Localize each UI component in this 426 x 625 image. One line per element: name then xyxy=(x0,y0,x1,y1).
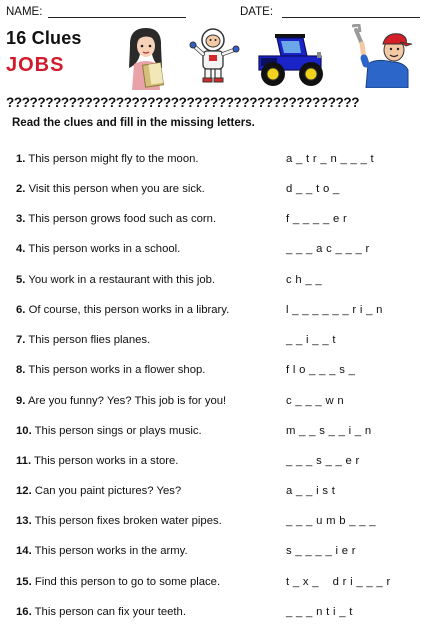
answer-10[interactable]: m _ _ s _ _ i _ n xyxy=(286,425,372,437)
clue-15 xyxy=(16,576,220,588)
clue-text: Can you paint pictures? Yes? xyxy=(34,485,182,497)
clue-number: 2. xyxy=(16,183,26,195)
answer-4[interactable]: _ _ _ a c _ _ _ r xyxy=(286,243,370,255)
clue-2 xyxy=(16,183,205,195)
clue-text: This person sings or plays music. xyxy=(34,425,202,437)
clue-text: This person can fix your teeth. xyxy=(34,606,186,618)
clue-3 xyxy=(16,213,216,225)
clue-number: 3. xyxy=(16,213,26,225)
clue-number: 11. xyxy=(16,455,32,467)
clue-number: 15. xyxy=(16,576,32,588)
decorative-divider: ????????????????????????????????????????????? xyxy=(6,95,360,110)
clue-number: 10. xyxy=(16,425,32,437)
clue-text: This person works in a flower shop. xyxy=(28,364,206,376)
clue-text: This person grows food such as corn. xyxy=(28,213,217,225)
answer-11[interactable]: _ _ _ s _ _ e r xyxy=(286,455,360,467)
worksheet-topic: JOBS xyxy=(6,54,65,76)
clue-6 xyxy=(16,304,229,316)
clue-5 xyxy=(16,274,215,286)
clue-text: This person works in a store. xyxy=(34,455,179,467)
clue-14 xyxy=(16,545,188,557)
answer-6[interactable]: l _ _ _ _ _ _ r i _ n xyxy=(286,304,383,316)
clue-text: You work in a restaurant with this job. xyxy=(28,274,216,286)
clue-number: 5. xyxy=(16,274,26,286)
clue-text: Are you funny? Yes? This job is for you! xyxy=(27,395,227,407)
answer-13[interactable]: _ _ _ u m b _ _ _ xyxy=(286,515,376,527)
clue-number: 13. xyxy=(16,515,32,527)
answer-1[interactable]: a _ t r _ n _ _ _ t xyxy=(286,153,374,165)
clue-7 xyxy=(16,334,150,346)
clue-11 xyxy=(16,455,178,467)
clue-number: 14. xyxy=(16,545,32,557)
clue-text: This person works in a school. xyxy=(28,243,181,255)
worksheet-title: 16 Clues xyxy=(6,28,82,48)
clue-number: 7. xyxy=(16,334,26,346)
answer-2[interactable]: d _ _ t o _ xyxy=(286,183,340,195)
answer-8[interactable]: f l o _ _ _ s _ xyxy=(286,364,356,376)
clue-number: 1. xyxy=(16,153,26,165)
clue-number: 6. xyxy=(16,304,26,316)
clue-1 xyxy=(16,153,199,165)
clue-9 xyxy=(16,395,226,407)
clue-4 xyxy=(16,243,180,255)
astronaut-icon xyxy=(186,24,244,84)
answer-16[interactable]: _ _ _ n t i _ t xyxy=(286,606,353,618)
answer-5[interactable]: c h _ _ xyxy=(286,274,323,286)
name-label: NAME: xyxy=(6,6,43,18)
tractor-icon xyxy=(251,30,331,88)
answer-12[interactable]: a _ _ i s t xyxy=(286,485,336,497)
answer-9[interactable]: c _ _ _ w n xyxy=(286,395,344,407)
answer-3[interactable]: f _ _ _ _ e r xyxy=(286,213,348,225)
instructions: Read the clues and fill in the missing letters. xyxy=(12,117,255,129)
clue-text: This person fixes broken water pipes. xyxy=(34,515,222,527)
clue-12 xyxy=(16,485,181,497)
mechanic-icon xyxy=(352,24,418,88)
clue-number: 12. xyxy=(16,485,32,497)
answer-14[interactable]: s _ _ _ _ i e r xyxy=(286,545,356,557)
clue-text: Find this person to go to some place. xyxy=(34,576,221,588)
clue-number: 9. xyxy=(16,395,26,407)
clue-number: 4. xyxy=(16,243,26,255)
clue-10 xyxy=(16,425,202,437)
clue-number: 16. xyxy=(16,606,32,618)
clue-text: This person might fly to the moon. xyxy=(28,153,199,165)
clue-text: This person flies planes. xyxy=(28,334,151,346)
date-field[interactable] xyxy=(282,17,420,18)
clue-text: This person works in the army. xyxy=(34,545,188,557)
clue-8 xyxy=(16,364,205,376)
clue-text: Visit this person when you are sick. xyxy=(28,183,205,195)
clue-13 xyxy=(16,515,222,527)
answer-7[interactable]: _ _ i _ _ t xyxy=(286,334,336,346)
answer-15[interactable]: t _ x _ d r i _ _ _ r xyxy=(286,576,391,588)
clue-number: 8. xyxy=(16,364,26,376)
name-field[interactable] xyxy=(48,17,186,18)
clue-16 xyxy=(16,606,186,618)
teacher-icon xyxy=(116,24,178,92)
date-label: DATE: xyxy=(240,6,274,18)
clue-text: Of course, this person works in a library. xyxy=(28,304,230,316)
